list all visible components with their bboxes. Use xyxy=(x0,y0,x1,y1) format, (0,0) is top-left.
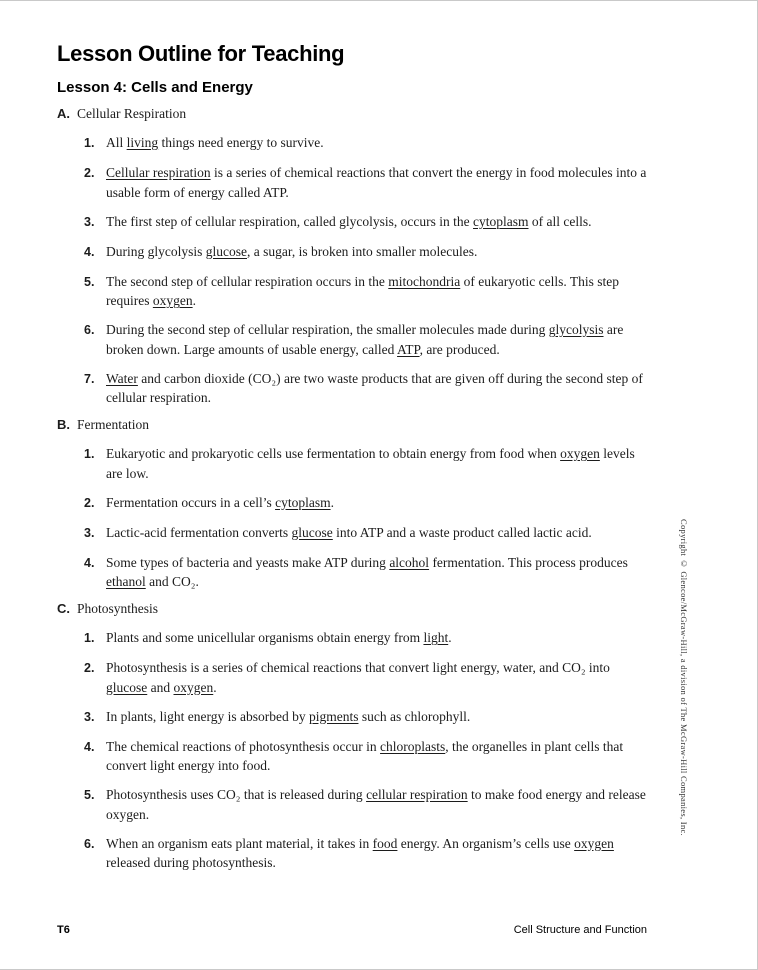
text-segment: levels are low. xyxy=(106,446,635,481)
text-segment: and carbon dioxide (CO₂) are two waste products that are given off during the second step of cellular respiration. xyxy=(106,370,643,405)
outline-item xyxy=(84,369,653,408)
outline-item xyxy=(84,272,653,311)
outline-item xyxy=(84,523,653,544)
item-number: 3. xyxy=(84,525,95,540)
outline-item xyxy=(84,320,653,359)
outline-item xyxy=(84,834,653,873)
item-number: 4. xyxy=(84,244,95,259)
section-letter: A. xyxy=(57,106,70,121)
text-segment: When an organism eats plant material, it takes in xyxy=(106,835,373,851)
text-segment: Photosynthesis uses CO₂ that is released during xyxy=(106,787,367,802)
page-content xyxy=(57,41,653,882)
item-text xyxy=(106,320,653,359)
underlined-term: glucose xyxy=(291,524,333,540)
item-number: 1. xyxy=(84,631,95,645)
page-title: Lesson Outline for Teaching xyxy=(57,41,345,66)
copyright-sidebar-text: Copyright © Glencoe/McGraw-Hill, a division of The McGraw-Hill Companies, Inc. xyxy=(679,519,689,836)
outline-item xyxy=(84,785,653,824)
underlined-term: cytoplasm xyxy=(275,494,331,510)
underlined-term: glucose xyxy=(205,243,247,259)
item-text xyxy=(106,212,653,232)
text-segment: to make food energy and release oxygen. xyxy=(106,787,646,822)
item-text xyxy=(106,707,653,727)
outline-item xyxy=(84,212,653,233)
item-text xyxy=(106,133,653,153)
text-segment: All xyxy=(106,135,127,150)
underlined-term: Water xyxy=(106,370,138,386)
outline-item xyxy=(84,658,653,697)
item-number: 2. xyxy=(84,166,95,180)
section-letter: C. xyxy=(57,601,70,616)
item-number: 6. xyxy=(84,323,95,337)
underlined-term: oxygen xyxy=(560,446,600,461)
item-number: 3. xyxy=(84,214,95,229)
text-segment: Lactic-acid fermentation converts xyxy=(106,524,292,540)
text-segment: are broken down. Large amounts of usable energy, called xyxy=(106,322,624,357)
text-segment: During the second step of cellular respiration, the smaller molecules made during xyxy=(106,322,549,337)
section xyxy=(57,601,653,873)
item-number: 7. xyxy=(84,371,95,386)
text-segment: The first step of cellular respiration, called glycolysis, occurs in the xyxy=(106,213,474,229)
underlined-term: glucose xyxy=(106,679,148,695)
text-segment: Some types of bacteria and yeasts make ATP during xyxy=(106,554,390,570)
section-heading xyxy=(57,106,653,122)
text-segment: of eukaryotic cells. This step requires xyxy=(106,273,619,308)
text-segment: energy. An organism’s cells use xyxy=(397,835,575,851)
item-number: 1. xyxy=(84,447,95,461)
underlined-term: ATP xyxy=(397,341,420,357)
text-segment: . xyxy=(192,293,196,308)
text-segment: Fermentation occurs in a cell’s xyxy=(106,494,276,510)
outline-item xyxy=(84,628,653,649)
text-segment: Photosynthesis is a series of chemical reactions that convert light energy, water, and CO₂ into xyxy=(106,660,610,675)
text-segment: things need energy to survive. xyxy=(158,135,324,150)
outline-item xyxy=(84,242,653,263)
item-text xyxy=(106,493,653,513)
item-number: 2. xyxy=(84,661,95,675)
text-segment: and xyxy=(147,679,174,695)
outline-item xyxy=(84,553,653,592)
outline-item xyxy=(84,493,653,514)
underlined-term: oxygen xyxy=(173,679,214,695)
underlined-term: living xyxy=(126,135,159,150)
underlined-term: oxygen xyxy=(574,835,614,851)
item-text xyxy=(106,444,653,483)
text-segment: of all cells. xyxy=(528,213,592,229)
underlined-term: oxygen xyxy=(152,293,193,308)
underlined-term: pigments xyxy=(308,708,359,724)
item-text xyxy=(106,272,653,311)
text-segment: . xyxy=(330,494,334,510)
section xyxy=(57,417,653,592)
text-segment: such as chlorophyll. xyxy=(358,708,471,724)
text-segment: Plants and some unicellular organisms obtain energy from xyxy=(106,630,424,645)
section-heading xyxy=(57,417,653,433)
underlined-term: mitochondria xyxy=(388,273,461,289)
outline-item xyxy=(84,707,653,728)
lesson-subtitle: Lesson 4: Cells and Energy xyxy=(57,79,253,96)
underlined-term: cytoplasm xyxy=(473,213,529,229)
text-segment: into ATP and a waste product called lactic acid. xyxy=(332,524,592,540)
item-text xyxy=(106,737,653,776)
text-segment: fermentation. This process produces xyxy=(429,554,628,570)
outline-item xyxy=(84,163,653,202)
item-text xyxy=(106,834,653,873)
text-segment: , the organelles in plant cells that convert light energy into food. xyxy=(106,738,624,773)
underlined-term: chloroplasts xyxy=(380,738,446,754)
text-segment: Eukaryotic and prokaryotic cells use fermentation to obtain energy from food when xyxy=(106,446,561,461)
item-number: 1. xyxy=(84,136,95,150)
item-number: 5. xyxy=(84,274,95,289)
underlined-term: Cellular respiration xyxy=(106,165,211,180)
section-letter: B. xyxy=(57,417,70,432)
underlined-term: alcohol xyxy=(389,554,430,570)
section-title: Cellular Respiration xyxy=(77,106,187,121)
underlined-term: food xyxy=(372,835,398,851)
text-segment: and CO₂. xyxy=(145,574,199,589)
section-heading xyxy=(57,601,653,617)
section xyxy=(57,106,653,408)
text-segment: The second step of cellular respiration occurs in the xyxy=(106,273,389,289)
underlined-term: glycolysis xyxy=(548,322,604,337)
page-number: T6 xyxy=(57,924,70,936)
chapter-title-footer: Cell Structure and Function xyxy=(513,924,647,936)
text-segment: is a series of chemical reactions that convert the energy in food molecules into a usable form of energy called ATP. xyxy=(106,165,647,200)
section-items xyxy=(84,133,653,408)
section-title: Fermentation xyxy=(77,417,149,432)
text-segment: , are produced. xyxy=(419,341,500,357)
item-number: 2. xyxy=(84,495,95,510)
item-number: 6. xyxy=(84,836,95,851)
item-number: 4. xyxy=(84,739,95,754)
item-number: 3. xyxy=(84,709,95,724)
section-items xyxy=(84,628,653,873)
outline-item xyxy=(84,444,653,483)
text-segment: . xyxy=(213,679,217,695)
text-segment: During glycolysis xyxy=(106,243,206,259)
item-text xyxy=(106,523,653,543)
item-text xyxy=(106,658,653,697)
underlined-term: ethanol xyxy=(106,574,146,589)
text-segment: . xyxy=(448,630,452,645)
text-segment: released during photosynthesis. xyxy=(106,855,276,870)
text-segment: The chemical reactions of photosynthesis occur in xyxy=(106,738,381,754)
item-text xyxy=(106,369,653,408)
item-text xyxy=(106,628,653,648)
outline-item xyxy=(84,737,653,776)
underlined-term: light xyxy=(423,630,449,645)
item-number: 5. xyxy=(84,788,95,802)
item-text xyxy=(106,163,653,202)
item-text xyxy=(106,785,653,824)
item-text xyxy=(106,242,653,262)
section-title: Photosynthesis xyxy=(77,601,159,616)
outline-sections xyxy=(57,106,653,873)
text-segment: , a sugar, is broken into smaller molecules. xyxy=(247,243,478,259)
text-segment: In plants, light energy is absorbed by xyxy=(106,708,309,724)
outline-item xyxy=(84,133,653,154)
item-text xyxy=(106,553,653,592)
section-items xyxy=(84,444,653,592)
underlined-term: cellular respiration xyxy=(366,787,468,802)
item-number: 4. xyxy=(84,555,95,570)
